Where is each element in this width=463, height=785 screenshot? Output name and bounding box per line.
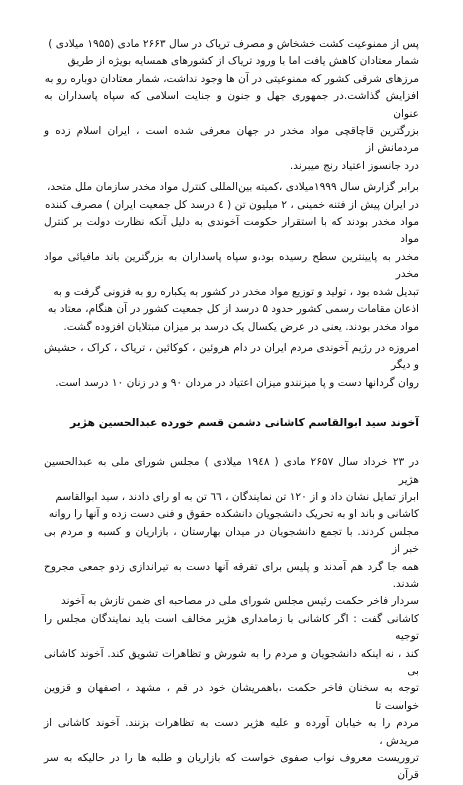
paragraph-un-report: برابر گزارش سال ۱۹۹۹میلادی ،کمیته بین‌المللی کنترل مواد مخدر سازمان ملل متحد، در ایران پیش از فتنه خمینی ، ۲ میلیون تن ( ٤ درسد کل جمعیت ایران ) مصرف کننده مواد مخدر بودند که با استقرار حکومت آخوندی به دلیل آنکه نظارت دولت بر کنترل مواد مخدر به پایینترین سطح رسیده بود،و سپاه پاسداران به بزرگترین باند مافیائی مواد مخدر تبدیل شده بود ، تولید و توزیع مواد مخدر در کشور به یکباره رو به فزونی گرفت و به اذعان مقامات رسمی کشور حدود ۵ درسد از کل جمعیت کشور در آن هنگام، معتاد به مواد مخدر بودند. یعنی در عرض یکسال یک درسد بر میزان مبتلایان افزوده گشت. <box>44 181 419 333</box>
paragraph-opium-ban: پس از ممنوعیت کشت خشخاش و مصرف تریاک در سال ۲۶۶۳ مادی (۱۹۵۵ میلادی ) شمار معتادان کاهش یافت اما با ورود تریاک از کشورهای همسایه بویژه از طریق مرزهای شرقی کشور که ممنوعیتی در آن ها وجود نداشت، شمار معتادان دوباره رو به افزایش گذاشت.در جمهوری جهل و جنون و جنایت اسلامی که سپاه پاسداران به عنوان بزرگترین قاچاقچی مواد مخدر در جهان معرفی شده است ، ایران اسلام زده و مردمانش از درد جانسوز اعتیاد رنج میبرند. <box>44 38 419 172</box>
section-heading: آخوند سید ابوالقاسم کاشانی دشمن قسم خورده عبدالحسین هژیر <box>69 416 419 430</box>
paragraph-kashani-hazhir: در ۲۳ خرداد سال ۲۶۵۷ مادی ( ۱۹٤۸ میلادی ) مجلس شورای ملی به عبدالحسین هژیر ابراز تمایل نشان داد و از ۱۲۰ تن نمایندگان ، ٦٦ تن به او رای دادند ، سید ابوالقاسم کاشانی و باند او به تحریک دانشجویان دانشکده حقوق و فنی دست زده و آنها را روانه مجلس کردند. با تجمع دانشجویان در میدان بهارستان ، بازاریان و کسبه و مردم بی خبر از همه جا گرد هم آمدند و پلیس برای تفرقه آنها دست به تیراندازی زدو جمعی مجروح شدند. سردار فاخر حکمت رئیس مجلس شورای ملی در مصاحبه ای ضمن تازش به آخوند کاشانی گفت : اگر کاشانی با زمامداری هژیر مخالف است باید نمایندگان مجلس را توجیه کند ، نه اینکه دانشجویان و مردم را به شورش و تظاهرات تشویق کند. آخوند کاشانی بی توجه به سخنان فاخر حکمت ،باهمریشان خود در قم ، مشهد ، اصفهان و قزوین خواست تا مردم را به خیابان آورده و علیه هژیر دست به تظاهرات بزنند. آخوند کاشانی از مریدش ، تروریست معروف نواب صفوی خواست که بازاریان و طلبه ها را در حالیکه به سر قرآن <box>44 456 420 782</box>
paragraph-addiction-today: امروزه در رژیم آخوندی مردم ایران در دام هروئین ، کوکائین ، تریاک ، کراک ، حشیش و دیگر روان گردانها دست و پا میزنندو میزان اعتیاد در مردان ۹۰ و در زنان ۱۰ درسد است. <box>44 341 419 389</box>
